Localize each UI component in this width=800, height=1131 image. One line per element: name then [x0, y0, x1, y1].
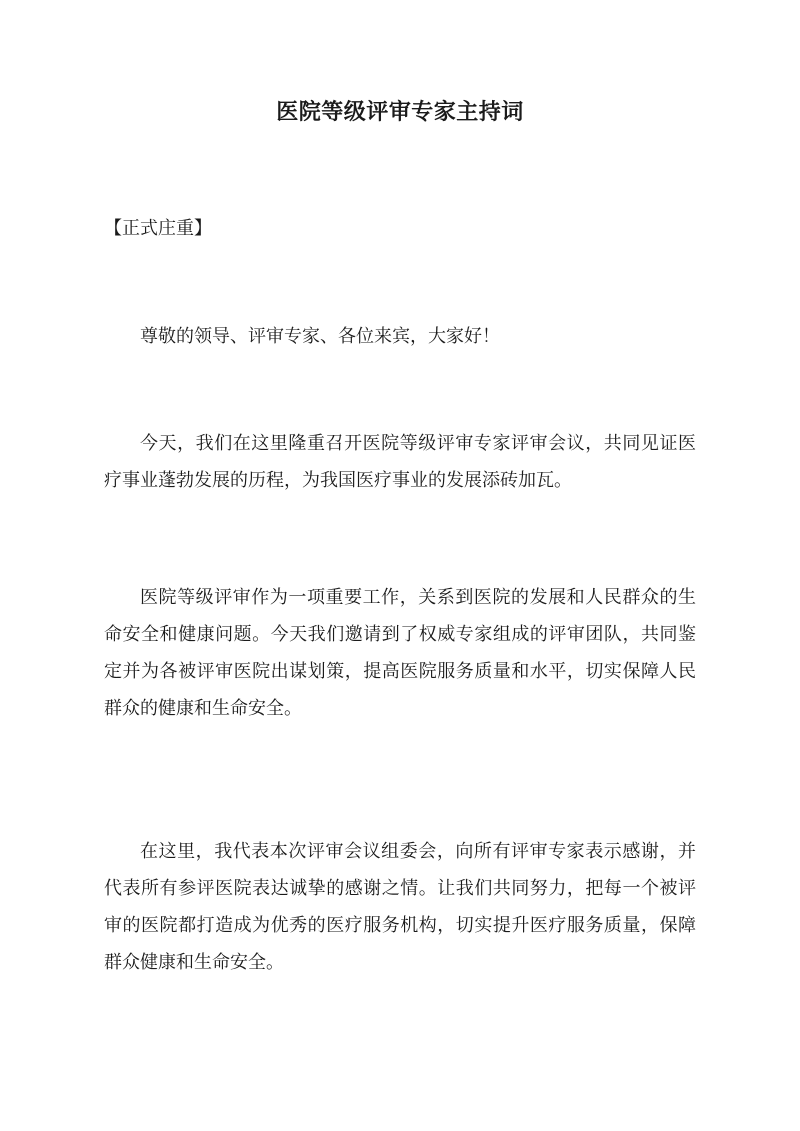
style-tag: 【正式庄重】	[104, 218, 212, 239]
paragraph-greeting: 尊敬的领导、评审专家、各位来宾，大家好！	[140, 326, 500, 347]
paragraph-thanks: 在这里，我代表本次评审会议组委会，向所有评审专家表示感谢，并代表所有参评医院表达诚挚的感谢之情。让我们共同努力，把每一个被评审的医院都打造成为优秀的医疗服务机构，切实提升医疗服务质量，保障群众健康和生命安全。	[104, 841, 696, 973]
document-title: 医院等级评审专家主持词	[276, 99, 524, 125]
paragraph-importance: 医院等级评审作为一项重要工作，关系到医院的发展和人民群众的生命安全和健康问题。今天我们邀请到了权威专家组成的评审团队，共同鉴定并为各被评审医院出谋划策，提高医院服务质量和水平，切实保障人民群众的健康和生命安全。	[104, 587, 696, 719]
paragraph-opening: 今天，我们在这里隆重召开医院等级评审专家评审会议，共同见证医疗事业蓬勃发展的历程，为我国医疗事业的发展添砖加瓦。	[104, 433, 696, 491]
